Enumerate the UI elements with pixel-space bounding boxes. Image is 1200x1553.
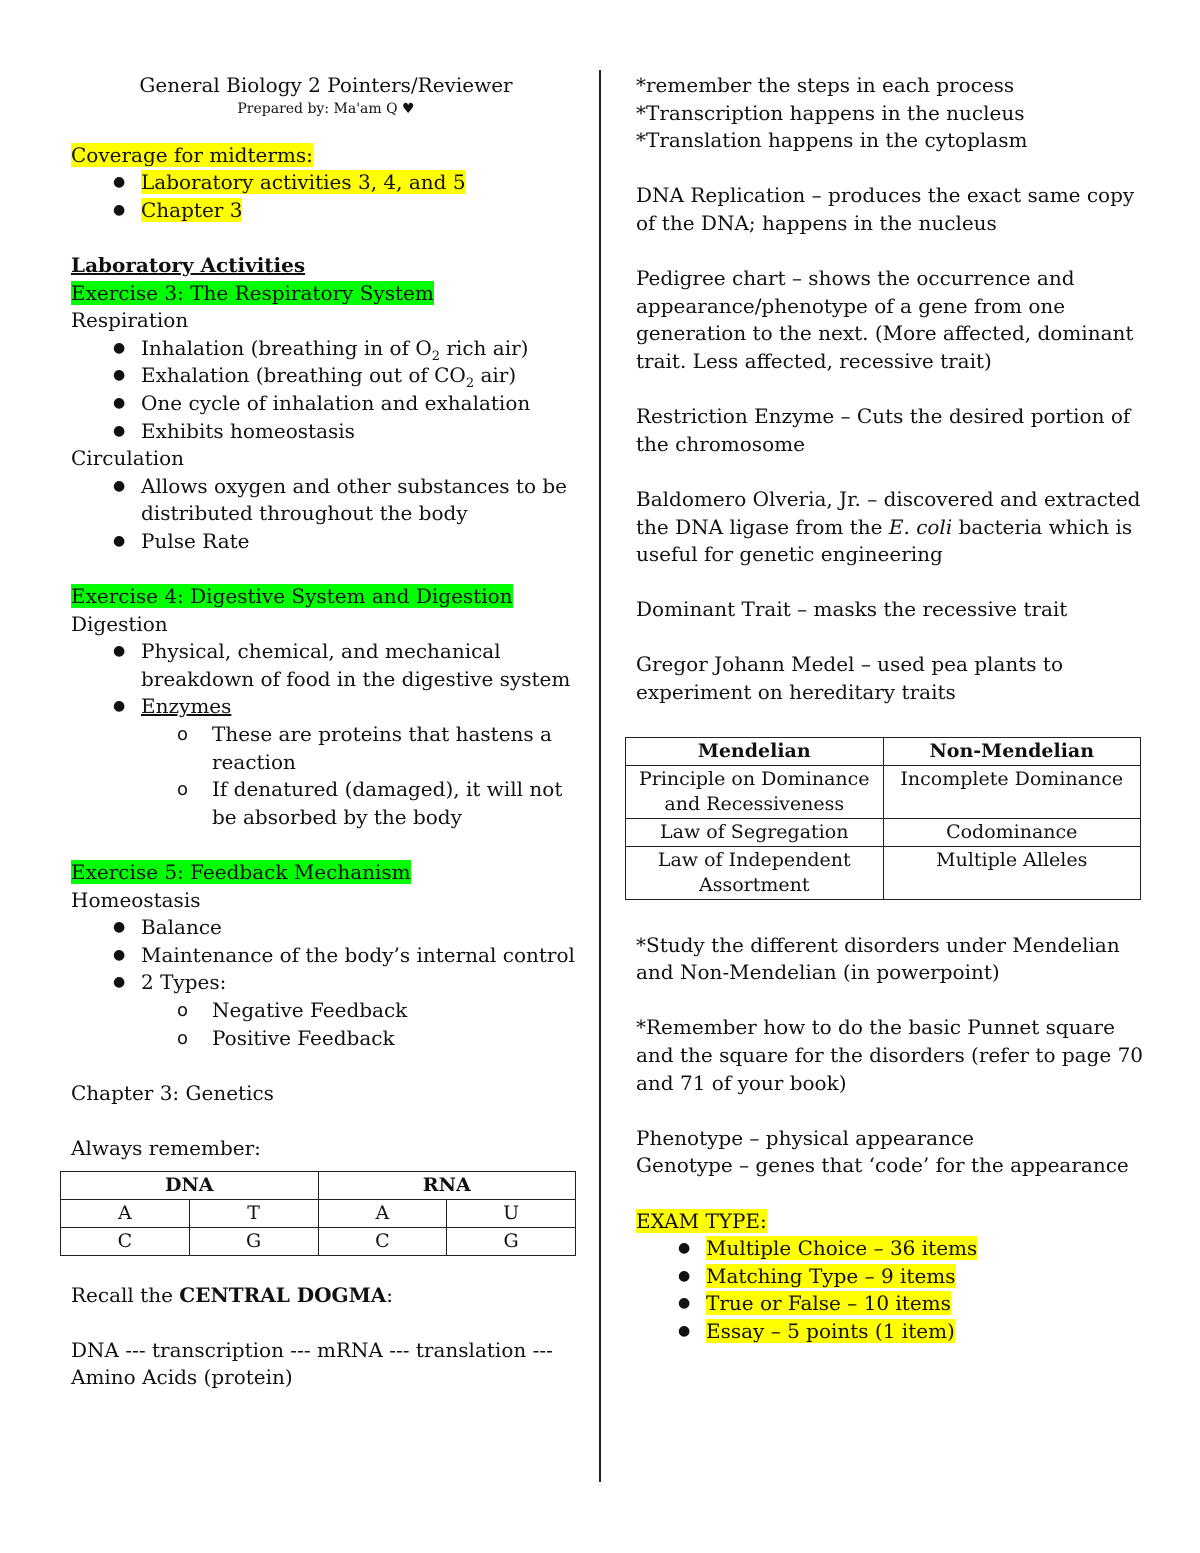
dominant-trait-def: Dominant Trait – masks the recessive trait (636, 597, 1068, 622)
table-cell: A (318, 1199, 447, 1227)
heart-icon: ♥ (402, 100, 415, 117)
table-cell: Law of Independent Assortment (626, 846, 884, 899)
table-row (626, 765, 1141, 818)
table-cell: Law of Segregation (626, 818, 884, 846)
note-line: *remember the steps in each process (636, 73, 1015, 97)
table-row (61, 1199, 576, 1227)
table-cell: Principle on Dominance and Recessiveness (626, 765, 884, 818)
exam-type-label: EXAM TYPE: (636, 1208, 767, 1233)
punnet-note: *Remember how to do the basic Punnet square and the square for the disorders (refer to page 70 and 71 of your book) (636, 1015, 1144, 1095)
central-dogma-flow: DNA --- transcription --- mRNA --- translation --- Amino Acids (protein) (71, 1337, 553, 1390)
table-row (626, 846, 1141, 899)
feedback-types-list (71, 997, 581, 1052)
list-item: ● One cycle of inhalation and exhalation (71, 390, 581, 418)
sub-list-item: o If denatured (damaged), it will not be absorbed by the body (71, 776, 581, 831)
table-cell: Incomplete Dominance (883, 765, 1141, 818)
exam-type-list (636, 1235, 1156, 1345)
table-cell: G (447, 1227, 576, 1255)
always-remember: Always remember: (71, 1135, 261, 1160)
list-item: ● Matching Type – 9 items (636, 1263, 1156, 1291)
dna-replication-def: DNA Replication – produces the exact same copy of the DNA; happens in the nucleus (636, 183, 1135, 235)
circulation-list (71, 473, 581, 556)
list-item: ● Inhalation (breathing in of $O_2$ rich air) (71, 335, 581, 363)
coverage-item: ● Laboratory activities 3, 4, and 5 (71, 169, 581, 197)
prepared-by-text: Prepared by: Ma'am Q (237, 100, 398, 117)
table-row (61, 1227, 576, 1255)
mendelian-table (625, 737, 1141, 900)
enzyme-sublist (71, 721, 581, 831)
sub-list-item: o These are proteins that hastens a reaction (71, 721, 581, 776)
column-divider (599, 70, 601, 1482)
table-cell: C (61, 1227, 190, 1255)
exercise-4-title: Exercise 4: Digestive System and Digestion (71, 584, 513, 609)
right-column (636, 72, 1156, 1346)
digestion-label: Digestion (71, 611, 168, 636)
prepared-by (71, 100, 581, 118)
page-title: General Biology 2 Pointers/Reviewer (139, 73, 513, 97)
table-cell: A (61, 1199, 190, 1227)
homeostasis-label: Homeostasis (71, 887, 201, 912)
circulation-label: Circulation (71, 446, 185, 471)
restriction-enzyme-def: Restriction Enzyme – Cuts the desired portion of the chromosome (636, 404, 1131, 456)
lab-heading: Laboratory Activities (71, 252, 306, 277)
table-cell: C (318, 1227, 447, 1255)
exercise-5-title: Exercise 5: Feedback Mechanism (71, 860, 411, 885)
rna-header: RNA (318, 1171, 576, 1199)
digestion-list (71, 638, 581, 721)
note-line: *Transcription happens in the nucleus (636, 100, 1025, 125)
table-cell: G (189, 1227, 318, 1255)
respiration-list (71, 335, 581, 445)
list-item: ● Enzymes (71, 693, 581, 721)
homeostasis-list (71, 914, 581, 997)
list-item: ● Physical, chemical, and mechanical breakdown of food in the digestive system (71, 638, 581, 693)
list-item: ● True or False – 10 items (636, 1290, 1156, 1318)
table-cell: Multiple Alleles (883, 846, 1141, 899)
list-item: ● Exhibits homeostasis (71, 418, 581, 446)
list-item: ● Exhalation (breathing out of $CO_2$ air) (71, 362, 581, 390)
recall-central-dogma: Recall the CENTRAL DOGMA: (71, 1282, 394, 1307)
phenotype-def: Phenotype – physical appearance (636, 1125, 974, 1150)
table-cell: T (189, 1199, 318, 1227)
non-mendelian-header: Non-Mendelian (883, 737, 1141, 765)
note-line: *Translation happens in the cytoplasm (636, 128, 1028, 153)
sub-list-item: o Positive Feedback (71, 1025, 581, 1053)
list-item: ● Balance (71, 914, 581, 942)
exercise-3-title: Exercise 3: The Respiratory System (71, 280, 434, 305)
table-cell: U (447, 1199, 576, 1227)
sub-list-item: o Negative Feedback (71, 997, 581, 1025)
dna-header: DNA (61, 1171, 319, 1199)
list-item: ● 2 Types: (71, 969, 581, 997)
chapter-3-title: Chapter 3: Genetics (71, 1080, 274, 1105)
coverage-list (71, 169, 581, 224)
dna-rna-table (60, 1171, 576, 1256)
study-note: *Study the different disorders under Mendelian and Non-Mendelian (in powerpoint) (636, 932, 1120, 985)
list-item: ● Pulse Rate (71, 528, 581, 556)
coverage-item: ● Chapter 3 (71, 197, 581, 225)
respiration-label: Respiration (71, 308, 189, 333)
gregor-def: Gregor Johann Medel – used pea plants to experiment on hereditary traits (636, 652, 1063, 705)
genotype-def: Genotype – genes that ‘code’ for the appearance (636, 1153, 1129, 1178)
table-row (626, 818, 1141, 846)
baldomero-def: Baldomero Olveria, Jr. – discovered and extracted the DNA ligase from the E. coli bacteria which is useful for genetic engineering (636, 486, 1141, 567)
list-item: ● Essay – 5 points (1 item) (636, 1318, 1156, 1346)
coverage-label: Coverage for midterms: (71, 142, 313, 167)
list-item: ● Multiple Choice – 36 items (636, 1235, 1156, 1263)
mendelian-header: Mendelian (626, 737, 884, 765)
table-cell: Codominance (883, 818, 1141, 846)
list-item: ● Maintenance of the body’s internal control (71, 942, 581, 970)
pedigree-def: Pedigree chart – shows the occurrence and appearance/phenotype of a gene from one generation to the next. (More affected, dominant trait. Less affected, recessive trait) (636, 266, 1134, 373)
left-column (71, 72, 581, 1392)
list-item: ● Allows oxygen and other substances to be distributed throughout the body (71, 473, 581, 528)
